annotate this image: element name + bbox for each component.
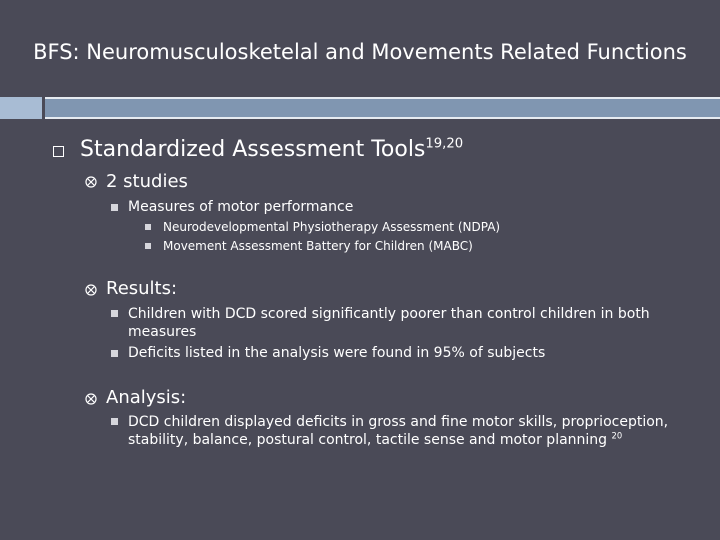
target-bullet-icon [85,284,97,296]
heading-text: Standardized Assessment Tools [80,137,426,162]
analysis-label: Analysis: [106,387,187,408]
target-bullet-icon [85,176,97,188]
measure-item-ndpa: Neurodevelopmental Physiotherapy Assessment (NDPA) [163,220,501,234]
heading-citation: 19,20 [425,136,464,152]
analysis-item [128,413,688,449]
measure-item-mabc: Movement Assessment Battery for Children (MABC) [163,239,473,253]
square-bullet-icon [53,146,64,157]
title-divider [0,97,720,119]
analysis-citation: 20 [611,430,623,441]
heading-assessment-tools [80,137,463,162]
square-solid-bullet-icon [111,310,118,317]
square-solid-bullet-icon [145,243,151,249]
analysis-item-text: DCD children displayed deficits in gross and fine motor skills, proprioception, stability, balance, postural control, tactile sense and motor planning [128,414,669,448]
divider-left-block [0,97,45,119]
slide-title: BFS: Neuromusculosketelal and Movements Related Functions [33,40,687,64]
studies-label: 2 studies [106,171,188,192]
target-bullet-icon [85,393,97,405]
result-item-scores: Children with DCD scored significantly poorer than control children in both measures [128,306,650,340]
square-solid-bullet-icon [145,224,151,230]
divider-bar [45,97,720,119]
square-solid-bullet-icon [111,204,118,211]
results-label: Results: [106,278,178,299]
square-solid-bullet-icon [111,418,118,425]
measures-label: Measures of motor performance [128,199,354,215]
square-solid-bullet-icon [111,350,118,357]
result-item-deficits: Deficits listed in the analysis were found in 95% of subjects [128,345,546,361]
